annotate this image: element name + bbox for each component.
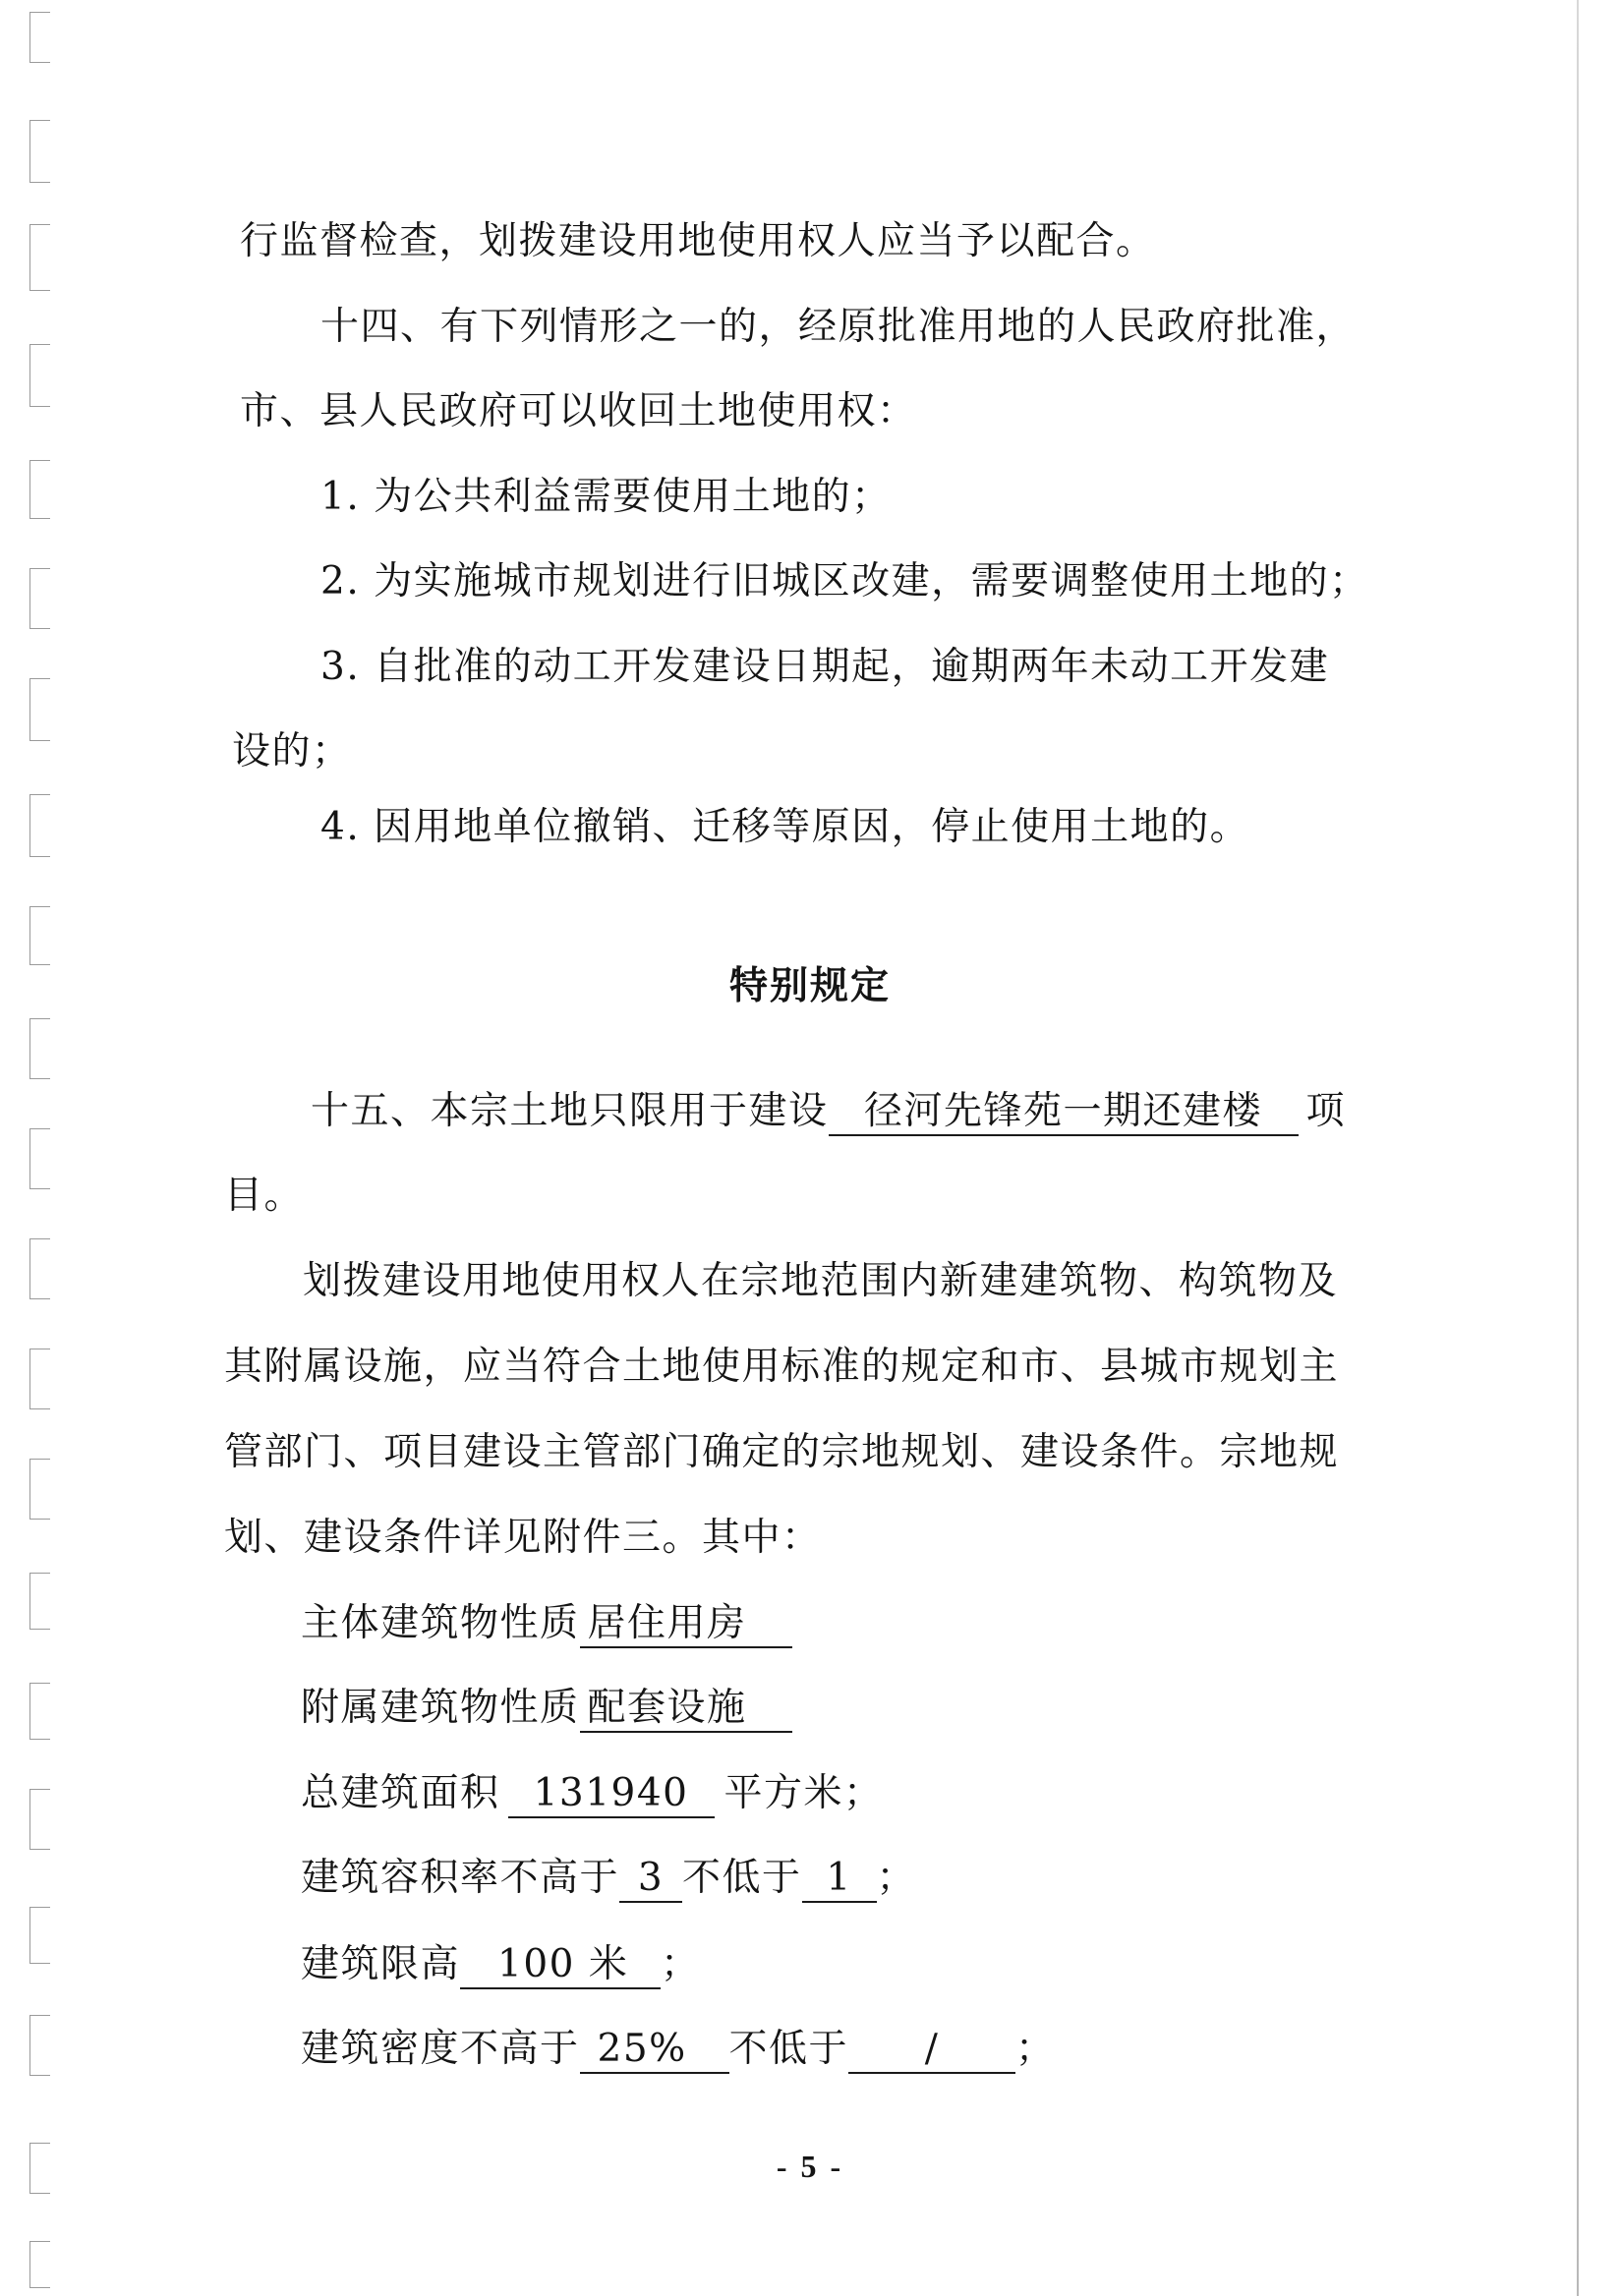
density-label: 建筑密度不高于 xyxy=(301,2027,580,2071)
binding-mark xyxy=(29,1018,50,1079)
paragraph-line: 其附属设施，应当符合土地使用标准的规定和市、县城市规划主 xyxy=(224,1345,1340,1389)
binding-mark xyxy=(29,568,50,629)
density-min-value: / xyxy=(848,2030,1015,2074)
main-building-value: 居住用房 xyxy=(580,1604,792,1648)
paragraph-line: 管部门、项目建设主管部门确定的宗地规划、建设条件。宗地规 xyxy=(224,1430,1340,1474)
main-building-row xyxy=(301,1601,792,1648)
binding-mark xyxy=(29,460,50,519)
list-item: 4. 因用地单位撤销、迁移等原因，停止使用土地的。 xyxy=(320,805,1250,849)
binding-mark xyxy=(29,794,50,857)
binding-mark xyxy=(29,1238,50,1299)
aux-building-value: 配套设施 xyxy=(580,1689,792,1733)
clause-15 xyxy=(311,1089,1347,1136)
binding-mark xyxy=(29,224,50,291)
binding-mark xyxy=(29,1128,50,1189)
height-value: 100 米 xyxy=(460,1945,661,1989)
binding-mark xyxy=(29,344,50,407)
binding-mark xyxy=(29,1789,50,1850)
aux-building-label: 附属建筑物性质 xyxy=(301,1686,580,1730)
list-item: 1. 为公共利益需要使用土地的； xyxy=(320,475,892,519)
binding-mark xyxy=(29,120,50,183)
far-max-value: 3 xyxy=(619,1859,682,1903)
paragraph-line: 划、建设条件详见附件三。其中： xyxy=(224,1516,822,1560)
total-area-value: 131940 xyxy=(508,1774,715,1818)
far-min-label: 不低于 xyxy=(682,1856,802,1900)
clause-15-continuation: 目。 xyxy=(224,1174,305,1218)
clause-15-suffix: 项 xyxy=(1305,1089,1347,1133)
project-name-field: 径河先锋苑一期还建楼 xyxy=(829,1092,1299,1136)
height-limit-row xyxy=(301,1942,701,1989)
text-line: 行监督检查，划拨建设用地使用权人应当予以配合。 xyxy=(240,219,1156,263)
density-row xyxy=(301,2027,1056,2074)
binding-mark xyxy=(29,1573,50,1630)
total-area-unit: 平方米； xyxy=(723,1771,884,1815)
density-max-value: 25% xyxy=(580,2030,729,2074)
text-line: 十四、有下列情形之一的，经原批准用地的人民政府批准， xyxy=(320,305,1357,349)
floor-area-ratio-row xyxy=(301,1856,917,1903)
scan-edge-line xyxy=(1577,0,1579,2296)
binding-mark xyxy=(29,1907,50,1964)
far-min-value: 1 xyxy=(802,1859,877,1903)
aux-building-row xyxy=(301,1686,792,1733)
density-end: ； xyxy=(1015,2027,1056,2071)
binding-mark xyxy=(29,1683,50,1740)
density-min-label: 不低于 xyxy=(728,2027,849,2071)
text-line: 设的； xyxy=(232,729,352,774)
binding-mark xyxy=(29,2015,50,2076)
far-label: 建筑容积率不高于 xyxy=(301,1856,620,1900)
paragraph-line: 划拨建设用地使用权人在宗地范围内新建建筑物、构筑物及 xyxy=(303,1259,1339,1303)
total-area-row xyxy=(301,1771,884,1818)
binding-mark xyxy=(29,12,50,63)
far-end: ； xyxy=(876,1856,917,1900)
binding-mark xyxy=(29,678,50,741)
binding-mark xyxy=(29,2241,50,2288)
page-number: - 5 - xyxy=(776,2149,844,2184)
main-building-label: 主体建筑物性质 xyxy=(301,1601,580,1645)
section-heading: 特别规定 xyxy=(728,964,891,1008)
binding-mark xyxy=(29,1459,50,1520)
height-label: 建筑限高 xyxy=(301,1942,461,1986)
text-line: 市、县人民政府可以收回土地使用权： xyxy=(240,389,917,433)
binding-mark xyxy=(29,1349,50,1409)
list-item: 3. 自批准的动工开发建设日期起，逾期两年未动工开发建 xyxy=(320,645,1330,689)
list-item: 2. 为实施城市规划进行旧城区改建，需要调整使用土地的； xyxy=(320,559,1369,603)
clause-15-prefix: 十五、本宗土地只限用于建设 xyxy=(311,1089,829,1133)
height-end: ； xyxy=(661,1942,701,1986)
total-area-label: 总建筑面积 xyxy=(301,1771,500,1815)
